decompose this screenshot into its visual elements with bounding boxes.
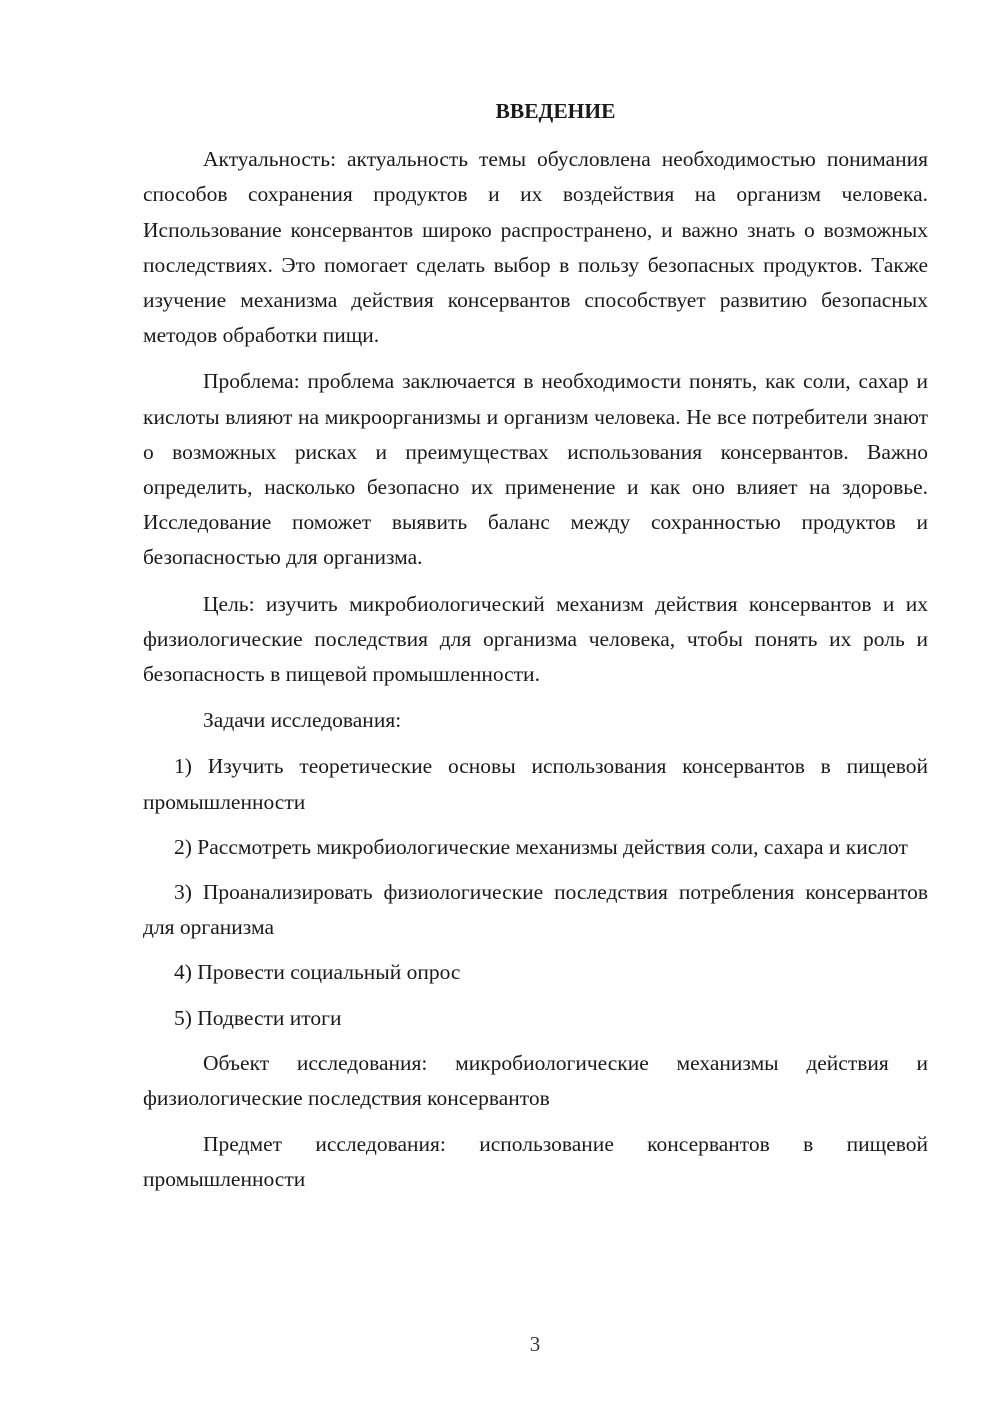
task-item-2: 2) Рассмотреть микробиологические механизмы действия соли, сахара и кислот — [174, 834, 908, 859]
page-content — [143, 94, 928, 1209]
research-subject-paragraph: Предмет исследования: использование консервантов в пищевой промышленности — [143, 1132, 928, 1192]
tasks-heading: Задачи исследования: — [203, 708, 402, 733]
goal-paragraph: Цель: изучить микробиологический механизм действия консервантов и их физиологические последствия для организма человека, чтобы понять их роль и безопасность в пищевой промышленности. — [143, 591, 928, 687]
task-item-1: 1) Изучить теоретические основы использования консервантов в пищевой промышленности — [143, 754, 928, 814]
task-item-4: 4) Провести социальный опрос — [174, 960, 461, 985]
research-object-paragraph: Объект исследования: микробиологические механизмы действия и физиологические последствия консервантов — [143, 1050, 928, 1111]
page-title: ВВЕДЕНИЕ — [495, 99, 616, 123]
task-item-5: 5) Подвести итоги — [174, 1005, 342, 1030]
task-item-3: 3) Проанализировать физиологические последствия потребления консервантов для организма — [143, 880, 928, 940]
problem-paragraph: Проблема: проблема заключается в необходимости понять, как соли, сахар и кислоты влияют на микроорганизмы и организм человека. Не все потребители знают о возможных рисках и преимуществах использования консервантов. Важно определить, насколько безопасно их применение и как оно влияет на здоровье. Исследование поможет выявить баланс между сохранностью продуктов и безопасностью для организма. — [143, 369, 928, 570]
page-number: 3 — [529, 1332, 541, 1356]
relevance-paragraph: Актуальность: актуальность темы обусловлена необходимостью понимания способов сохранения продуктов и их воздействия на организм человека. Использование консервантов широко распространено, и важно знать о возможных последствиях. Это помогает сделать выбор в пользу безопасных продуктов. Также изучение механизма действия консервантов способствует развитию безопасных методов обработки пищи. — [143, 147, 928, 348]
